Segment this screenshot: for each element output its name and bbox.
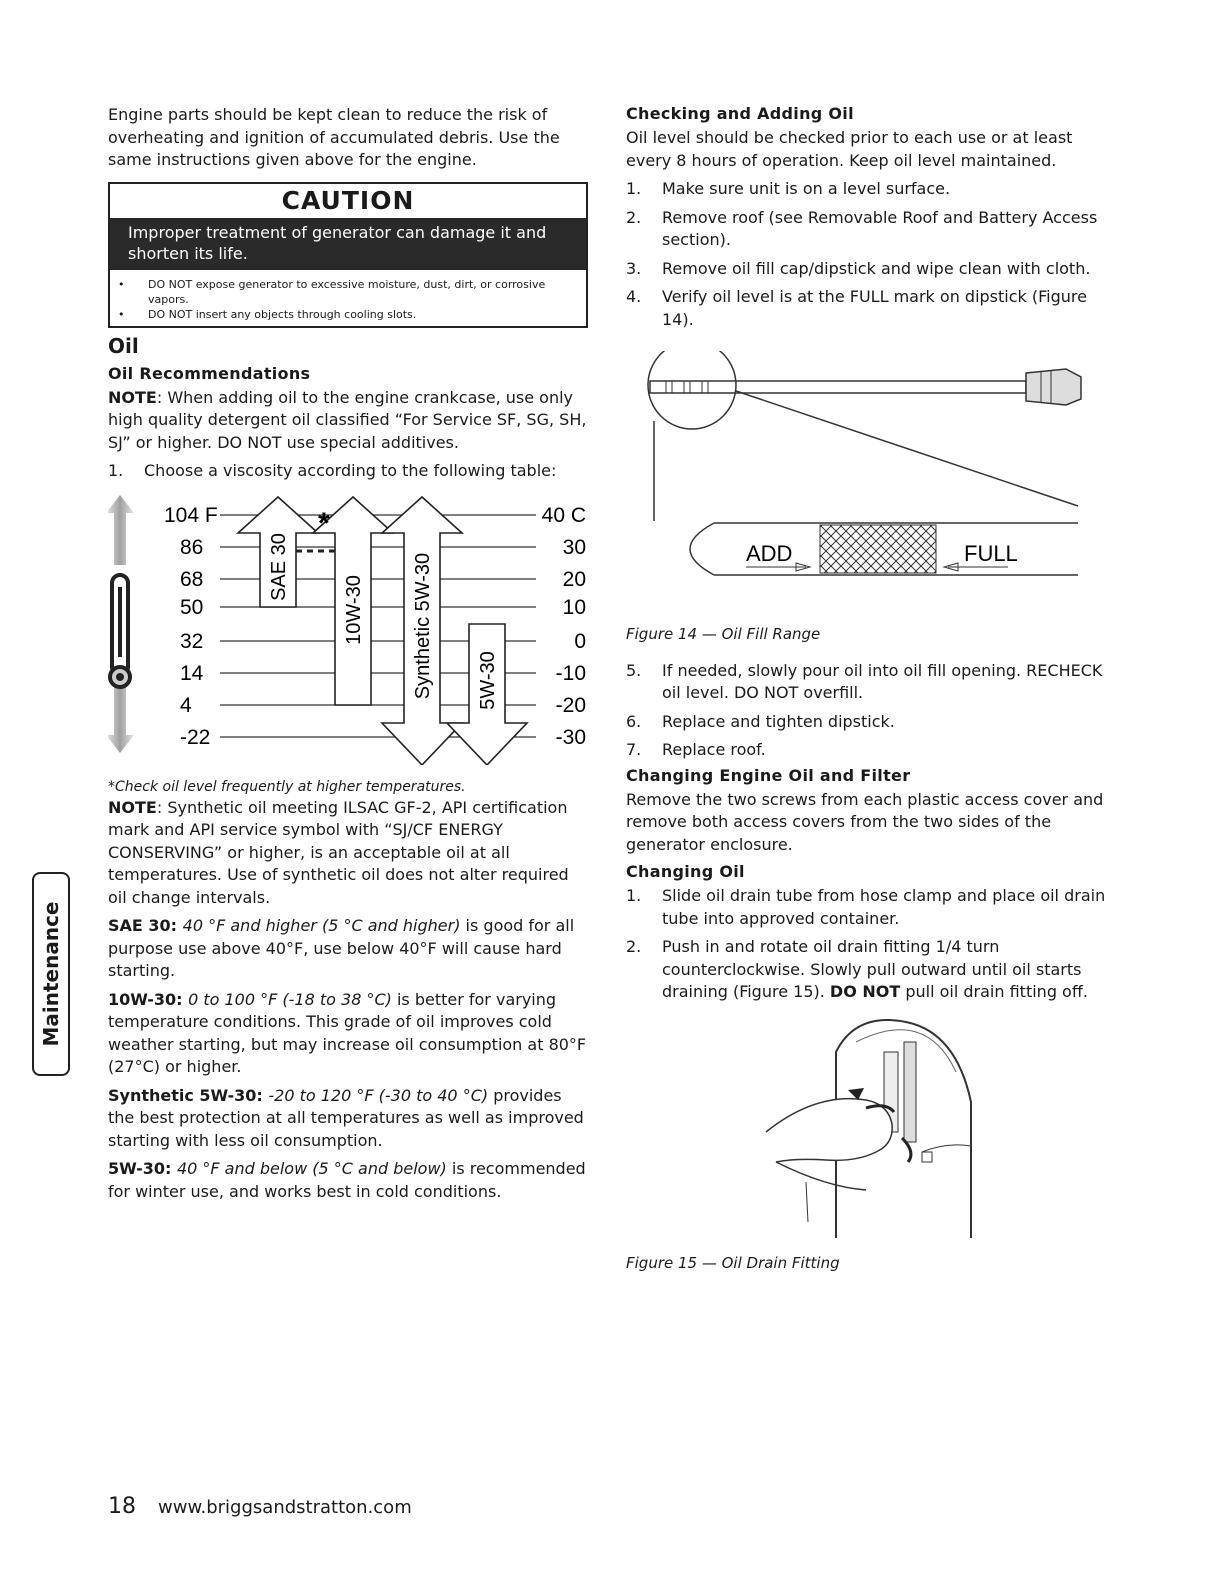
grade-label-5w30: 5W-30 xyxy=(477,650,499,710)
page-number: 18 xyxy=(108,1494,136,1519)
celsius-label: -30 xyxy=(555,725,586,749)
thermometer-up-arrow xyxy=(108,495,134,565)
caution-box xyxy=(108,182,588,328)
checking-steps-b xyxy=(626,660,1106,762)
fahrenheit-label: 32 xyxy=(180,629,204,653)
list-item: 5. If needed, slowly pour oil into oil fill opening. RECHECK oil level. DO NOT overfill. xyxy=(626,660,1103,702)
grade-10w30: 10W-30: 0 to 100 °F (-18 to 38 °C) is better for varying temperature conditions. This grade of oil improves cold weather starting, but may increase oil consumption at 80°F (27°C) or higher. xyxy=(108,989,587,1076)
celsius-label: 0 xyxy=(574,629,586,653)
fahrenheit-label: 86 xyxy=(180,535,204,559)
note-1: NOTE: When adding oil to the engine crankcase, use only high quality detergent oil classified “For Service SF, SG, SH, SJ” or higher. DO NOT use special additives. xyxy=(108,387,587,452)
intro-paragraph: Engine parts should be kept clean to reduce the risk of overheating and ignition of accumulated debris. Use the same instructions given above for the engine. xyxy=(108,105,560,169)
thermometer-down-arrow xyxy=(108,685,134,753)
changing-engine-heading: Changing Engine Oil and Filter xyxy=(626,765,911,785)
grade-5w30: 5W-30: 40 °F and below (5 °C and below) is recommended for winter use, and works best in cold conditions. xyxy=(108,1159,586,1201)
list-item: 7. Replace roof. xyxy=(626,740,766,759)
fahrenheit-labels xyxy=(164,504,218,749)
list-item: 4. Verify oil level is at the FULL mark on dipstick (Figure 14). xyxy=(626,287,1087,329)
changing-oil-heading: Changing Oil xyxy=(626,862,745,881)
caution-item: • DO NOT expose generator to excessive moisture, dust, dirt, or corrosive vapors. xyxy=(118,277,546,306)
grade-bars xyxy=(238,497,527,765)
checking-steps-a xyxy=(626,178,1106,331)
celsius-label: 40 C xyxy=(541,503,586,527)
oil-heading: Oil xyxy=(108,333,139,358)
step-choose-viscosity: 1. Choose a viscosity according to the following table: xyxy=(108,461,557,480)
fahrenheit-label: 14 xyxy=(180,661,204,685)
changing-engine-text: Remove the two screws from each plastic access cover and remove both access covers from the two sides of the generator enclosure. xyxy=(626,789,1104,854)
figure-14-dipstick xyxy=(626,351,1106,611)
figure-15-drain-fitting xyxy=(626,1012,1106,1242)
grade-label-10w30: 10W-30 xyxy=(343,574,365,645)
fahrenheit-label: -22 xyxy=(180,725,211,749)
figure-15-caption: Figure 15 — Oil Drain Fitting xyxy=(626,1253,840,1272)
list-item: 6. Replace and tighten dipstick. xyxy=(626,711,895,731)
fahrenheit-label: 104 F xyxy=(164,503,218,527)
celsius-label: 20 xyxy=(562,567,586,591)
list-item: 2. Push in and rotate oil drain fitting 1/4 turn counterclockwise. Slowly pull outward until oil starts draining (Figure 15). DO NOT pull oil drain fitting off. xyxy=(626,937,1088,1001)
fahrenheit-label: 50 xyxy=(180,595,204,619)
section-side-tab xyxy=(32,872,70,1076)
caution-list xyxy=(110,270,586,326)
caution-banner: Improper treatment of generator can damage it and shorten its life. xyxy=(110,218,586,270)
celsius-label: 10 xyxy=(562,595,586,619)
oil-recommendations-heading: Oil Recommendations xyxy=(108,363,311,383)
celsius-label: -20 xyxy=(555,693,586,717)
grade-label-sae30: SAE 30 xyxy=(268,532,290,601)
left-column xyxy=(108,104,588,1203)
page-footer xyxy=(108,1494,412,1519)
caution-title: CAUTION xyxy=(281,185,415,215)
fill-range-hatch xyxy=(820,525,936,573)
asterisk-mark: * xyxy=(318,506,330,540)
figure-14-caption: Figure 14 — Oil Fill Range xyxy=(626,625,821,643)
checking-intro: Oil level should be checked prior to each use or at least every 8 hours of operation. Keep oil level maintained. xyxy=(626,128,1073,170)
list-item: 1. Make sure unit is on a level surface. xyxy=(626,179,951,198)
checking-heading: Checking and Adding Oil xyxy=(626,104,854,123)
grade-synthetic-5w30: Synthetic 5W-30: -20 to 120 °F (-30 to 40 °C) provides the best protection at all temperatures as well as improved starting with less oil consumption. xyxy=(108,1085,584,1150)
fig14-add-label: ADD xyxy=(746,541,793,566)
celsius-label: 30 xyxy=(562,535,586,559)
list-item: 1. Slide oil drain tube from hose clamp and place oil drain tube into approved container. xyxy=(626,886,1106,928)
fahrenheit-label: 68 xyxy=(180,567,204,591)
footer-url: www.briggsandstratton.com xyxy=(158,1497,412,1518)
asterisk-note: *Check oil level frequently at higher temperatures. xyxy=(108,778,466,795)
celsius-labels xyxy=(542,504,586,749)
viscosity-chart xyxy=(108,495,588,765)
note-2: NOTE: Synthetic oil meeting ILSAC GF-2, API certification mark and API service symbol with “SJ/CF ENERGY CONSERVING” or higher, is an acceptable oil at all temperatures. Use of synthetic oil does not alter required oil change intervals. xyxy=(108,797,569,907)
side-tab-label: Maintenance xyxy=(39,901,63,1047)
caution-item: • DO NOT insert any objects through cooling slots. xyxy=(118,307,417,321)
celsius-label: -10 xyxy=(555,661,586,685)
grade-sae30: SAE 30: 40 °F and higher (5 °C and higher) is good for all purpose use above 40°F, use below 40°F will cause hard starting. xyxy=(108,916,575,980)
list-item: 3. Remove oil fill cap/dipstick and wipe clean with cloth. xyxy=(626,258,1091,278)
grade-label-synthetic-5w30: Synthetic 5W-30 xyxy=(412,552,434,699)
right-column xyxy=(626,104,1106,1274)
fig14-full-label: FULL xyxy=(964,541,1018,566)
list-item: 2. Remove roof (see Removable Roof and Battery Access section). xyxy=(626,207,1098,249)
fahrenheit-label: 4 xyxy=(180,693,192,717)
